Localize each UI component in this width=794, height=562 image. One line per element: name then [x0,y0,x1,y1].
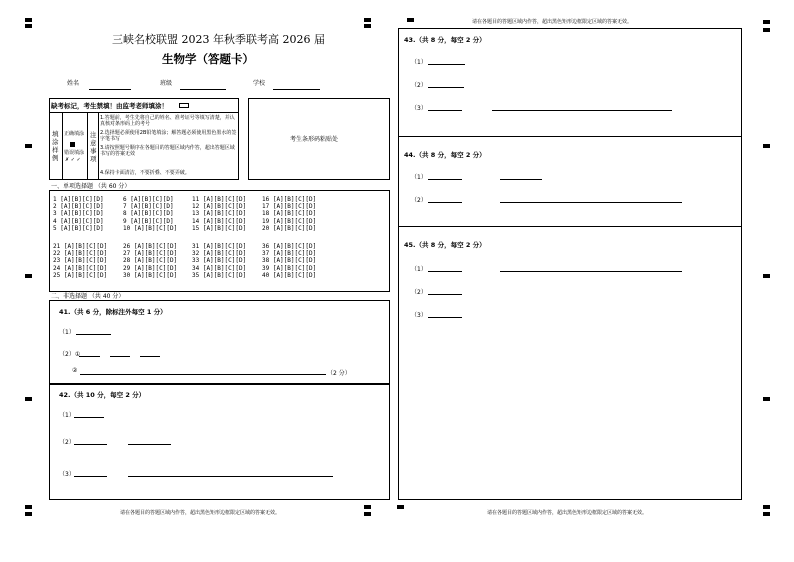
choice-row-22[interactable]: 22 [A][B][C][D] [53,250,108,258]
q45-answer-2[interactable] [428,294,462,295]
registration-mark [25,18,32,22]
right-footer-notice: 请在各题目的答题区域内作答，超出黑色矩形边框限定区域的答案无效。 [487,510,648,516]
divider [398,136,742,137]
registration-mark [364,512,371,516]
choice-row-38[interactable]: 38 [A][B][C][D] [262,257,317,265]
choice-row-11[interactable]: 11 [A][B][C][D] [192,196,247,203]
q44-part-1: （1） [411,174,427,181]
choice-row-6[interactable]: 6 [A][B][C][D] [123,196,174,203]
choice-row-15[interactable]: 15 [A][B][C][D] [192,224,247,232]
right-answer-box [398,28,742,500]
q42-heading: 42.（共 10 分，每空 2 分） [59,391,146,399]
registration-mark [407,18,414,22]
section-2-title: 二、非选择题 （共 40 分） [51,293,125,300]
exam-title: 三峡名校联盟 2023 年秋季联考高 2026 届 [112,33,325,46]
registration-mark [25,397,32,401]
divider [49,112,239,113]
q45-answer-1b[interactable] [500,271,682,272]
choice-row-37[interactable]: 37 [A][B][C][D] [262,250,317,258]
q43-heading: 43.（共 8 分，每空 2 分） [404,36,486,44]
left-footer-notice: 请在各题目的答题区域内作答，超出黑色矩形边框限定区域的答案无效。 [120,510,281,516]
choice-row-13[interactable]: 13 [A][B][C][D] [192,210,247,218]
choice-row-16[interactable]: 16 [A][B][C][D] [262,196,317,203]
q45-part-3: （3） [411,312,427,319]
q45-part-1: （1） [411,266,427,273]
exam-subtitle: 生物学（答题卡） [162,52,254,66]
notice-line-1: 1.答题前，考生先将自己的姓名、准考证号等填写清楚，并认真核对条形码上的考号 [100,115,235,127]
q41-answer-2b[interactable] [110,356,130,357]
q41-answer-1[interactable] [76,334,111,335]
divider [87,112,88,180]
choice-row-10[interactable]: 10 [A][B][C][D] [123,224,178,232]
q42-answer-2a[interactable] [74,444,107,445]
choice-row-4[interactable]: 4 [A][B][C][D] [53,217,104,225]
name-field[interactable] [89,89,131,90]
right-header-notice: 请在各题目的答题区域内作答，超出黑色矩形边框限定区域的答案无效。 [472,19,633,25]
class-label: 班级 [160,80,173,87]
choice-row-30[interactable]: 30 [A][B][C][D] [123,271,178,279]
q43-answer-3b[interactable] [492,110,672,111]
choice-row-35[interactable]: 35 [A][B][C][D] [192,271,247,279]
notice-label: 注意事项 [90,131,97,163]
choice-row-8[interactable]: 8 [A][B][C][D] [123,210,174,218]
registration-mark [763,28,770,32]
choice-row-21[interactable]: 21 [A][B][C][D] [53,243,108,250]
choice-row-26[interactable]: 26 [A][B][C][D] [123,243,178,250]
choice-row-39[interactable]: 39 [A][B][C][D] [262,264,317,272]
choice-row-23[interactable]: 23 [A][B][C][D] [53,257,108,265]
choice-row-19[interactable]: 19 [A][B][C][D] [262,217,317,225]
wrong-fill-marks: ✗ ✓ ✓ [65,157,81,163]
q44-answer-1b[interactable] [500,179,542,180]
school-field[interactable] [273,89,320,90]
choice-row-20[interactable]: 20 [A][B][C][D] [262,224,317,232]
choice-row-33[interactable]: 33 [A][B][C][D] [192,257,247,265]
notice-line-2: 2.选择题必须使用2B铅笔填涂；解答题必须使用黑色墨水的签字笔书写 [100,130,237,142]
registration-mark [364,18,371,22]
choice-row-17[interactable]: 17 [A][B][C][D] [262,203,317,211]
section-1-title: 一、单项选择题 （共 60 分） [51,183,131,190]
q45-heading: 45.（共 8 分，每空 2 分） [404,241,486,249]
divider [398,226,742,227]
q42-box [49,384,390,500]
q44-answer-2b[interactable] [500,202,682,203]
q41-score-note: （2 分） [327,370,351,377]
q41-part-1: （1） [59,329,75,336]
q45-part-2: （2） [411,289,427,296]
registration-mark [397,505,404,509]
choice-row-27[interactable]: 27 [A][B][C][D] [123,250,178,258]
fill-example-label: 填涂样例 [52,130,59,162]
notice-line-4: 4.保持卡面清洁，不要折叠、不要弄破。 [100,170,190,176]
registration-mark [25,505,32,509]
q44-answer-2a[interactable] [428,202,462,203]
registration-mark [763,512,770,516]
q41-answer-2d[interactable] [80,374,326,375]
choice-row-1[interactable]: 1 [A][B][C][D] [53,196,104,203]
absent-mark-box[interactable] [179,103,189,108]
registration-mark [763,144,770,148]
q42-part-3: （3） [59,471,75,478]
q41-part-2b: ② [72,367,78,374]
q44-heading: 44.（共 8 分，每空 2 分） [404,151,486,159]
choice-row-24[interactable]: 24 [A][B][C][D] [53,264,108,272]
registration-mark [763,505,770,509]
choice-row-32[interactable]: 32 [A][B][C][D] [192,250,247,258]
registration-mark [364,24,371,28]
choice-row-3[interactable]: 3 [A][B][C][D] [53,210,104,218]
q43-part-1: （1） [411,59,427,66]
registration-mark [25,512,32,516]
choice-row-34[interactable]: 34 [A][B][C][D] [192,264,247,272]
registration-mark [364,505,371,509]
choice-row-29[interactable]: 29 [A][B][C][D] [123,264,178,272]
q44-answer-1a[interactable] [428,179,462,180]
choice-row-12[interactable]: 12 [A][B][C][D] [192,203,247,211]
q43-answer-1[interactable] [428,64,465,65]
choice-row-36[interactable]: 36 [A][B][C][D] [262,243,317,250]
choice-row-25[interactable]: 25 [A][B][C][D] [53,271,108,279]
q43-answer-2[interactable] [428,87,464,88]
q42-answer-2b[interactable] [128,444,171,445]
choice-row-9[interactable]: 9 [A][B][C][D] [123,217,174,225]
choice-row-2[interactable]: 2 [A][B][C][D] [53,203,104,211]
choice-row-18[interactable]: 18 [A][B][C][D] [262,210,317,218]
q41-part-2: （2）① [59,351,81,358]
q41-heading: 41.（共 6 分，除标注外每空 1 分） [59,308,167,316]
choice-grid[interactable] [53,196,383,286]
registration-mark [763,274,770,278]
q42-part-2: （2） [59,439,75,446]
barcode-label: 考生条形码粘贴处 [290,136,339,143]
q41-answer-2a[interactable] [79,356,100,357]
correct-fill-label: 正确填涂 [64,131,85,137]
registration-mark [763,20,770,24]
divider [62,112,63,180]
q42-answer-3a[interactable] [74,476,107,477]
q43-answer-3a[interactable] [428,110,462,111]
q44-part-2: （2） [411,197,427,204]
divider [98,112,99,180]
wrong-fill-label: 错误填涂 [64,150,85,156]
q41-answer-2c[interactable] [140,356,160,357]
q42-answer-3b[interactable] [128,476,333,477]
q42-part-1: （1） [59,412,75,419]
registration-mark [25,24,32,28]
choice-row-28[interactable]: 28 [A][B][C][D] [123,257,178,265]
correct-fill-mark [70,142,75,147]
name-label: 姓名 [67,80,80,87]
school-label: 学校 [253,80,266,87]
choice-row-31[interactable]: 31 [A][B][C][D] [192,243,247,250]
registration-mark [25,274,32,278]
choice-row-14[interactable]: 14 [A][B][C][D] [192,217,247,225]
q45-answer-3[interactable] [428,317,462,318]
choice-row-7[interactable]: 7 [A][B][C][D] [123,203,174,211]
registration-mark [25,144,32,148]
choice-row-40[interactable]: 40 [A][B][C][D] [262,271,317,279]
class-field[interactable] [180,89,226,90]
notice-line-3: 3.请按照题号顺序在各题目的答题区域内作答，超出答题区域书写的答案无效 [100,145,235,157]
absent-mark-notice: 缺考标记，考生禁填！由监考老师填涂！ [51,102,168,110]
q42-answer-1[interactable] [74,417,104,418]
registration-mark [763,397,770,401]
q43-part-3: （3） [411,105,427,112]
choice-row-5[interactable]: 5 [A][B][C][D] [53,224,104,232]
q45-answer-1a[interactable] [428,271,462,272]
q43-part-2: （2） [411,82,427,89]
